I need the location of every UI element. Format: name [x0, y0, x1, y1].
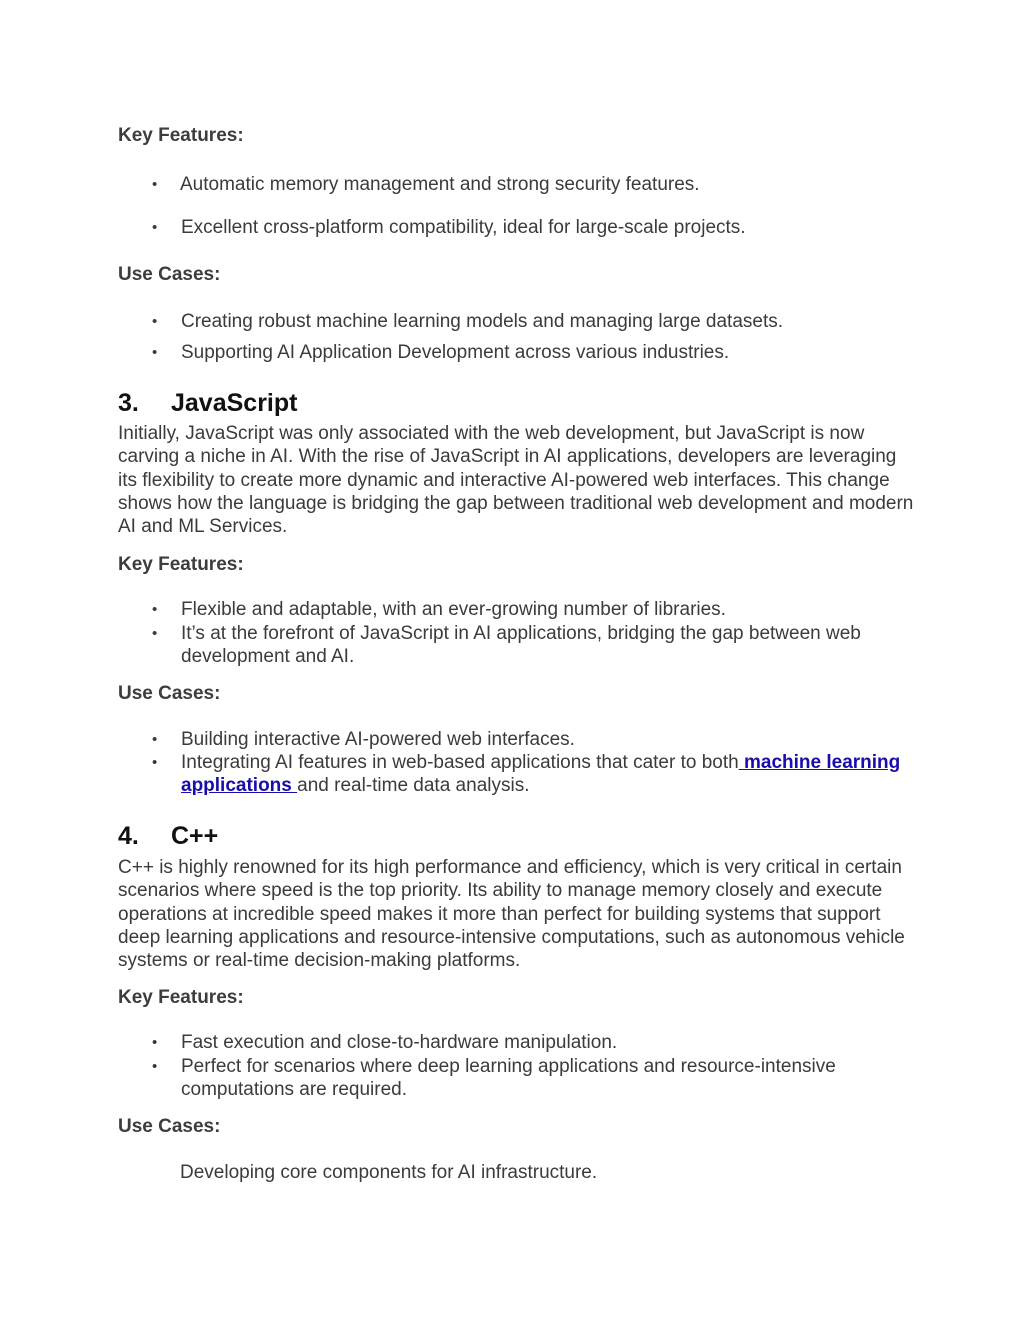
list-item	[152, 1055, 912, 1102]
bullet-icon: •	[152, 601, 158, 618]
list-item-text: Fast execution and close-to-hardware manipulation.	[181, 1032, 618, 1053]
list-item	[152, 341, 912, 364]
bullet-icon: •	[152, 1034, 158, 1051]
use-cases-label: Use Cases:	[118, 683, 221, 704]
list-item	[152, 622, 912, 669]
list-item-text: Flexible and adaptable, with an ever-growing number of libraries.	[181, 599, 726, 620]
key-features-label: Key Features:	[118, 125, 244, 146]
list-item-text: Perfect for scenarios where deep learning applications and resource-intensive computations are required.	[181, 1056, 836, 1101]
section-heading-cpp	[118, 821, 218, 851]
list-item-text-before-link: Integrating AI features in web-based applications that cater to both	[181, 752, 739, 773]
list-item-text: Building interactive AI-powered web interfaces.	[181, 729, 575, 750]
list-item-text: Supporting AI Application Development across various industries.	[181, 342, 730, 363]
section-intro-paragraph: C++ is highly renowned for its high performance and efficiency, which is very critical in certain scenarios where speed is the top priority. Its ability to manage memory closely and execute operations at incredible speed makes it more than perfect for building systems that support deep learning applications and resource-intensive computations, such as autonomous vehicle systems or real-time decision-making platforms.	[118, 857, 905, 972]
bullet-icon: •	[152, 1058, 158, 1075]
list-item-text: Automatic memory management and strong security features.	[180, 174, 700, 195]
list-item	[152, 1031, 912, 1054]
section-number: 3.	[118, 389, 139, 417]
key-features-label: Key Features:	[118, 987, 244, 1008]
section-title: JavaScript	[171, 389, 298, 417]
section-heading-javascript	[118, 388, 297, 418]
list-item-text	[181, 751, 912, 798]
list-item	[152, 751, 912, 798]
use-case-text: Developing core components for AI infrastructure.	[180, 1162, 598, 1183]
section-intro-paragraph: Initially, JavaScript was only associated with the web development, but JavaScript is now carving a niche in AI. With the rise of JavaScript in AI applications, developers are leveraging its flexibility to create more dynamic and interactive AI-powered web interfaces. This change shows how the language is bridging the gap between traditional web development and modern AI and ML Services.	[118, 423, 914, 538]
list-item	[152, 216, 912, 239]
bullet-icon: •	[152, 731, 158, 748]
bullet-icon: •	[152, 344, 158, 361]
section-title: C++	[171, 822, 219, 850]
list-item-text-after-link: and real-time data analysis.	[297, 775, 530, 797]
bullet-icon: •	[152, 219, 158, 236]
list-item	[152, 728, 912, 751]
list-item	[152, 310, 912, 333]
list-item-text: It’s at the forefront of JavaScript in AI applications, bridging the gap between web development and AI.	[181, 623, 861, 668]
list-item	[152, 173, 912, 196]
list-item-text: Excellent cross-platform compatibility, ideal for large-scale projects.	[181, 217, 746, 238]
bullet-icon: •	[152, 313, 158, 330]
machine-learning-applications-link[interactable]: machine learning applications	[181, 752, 901, 797]
bullet-icon: •	[152, 176, 158, 193]
bullet-icon: •	[152, 754, 158, 771]
section-number: 4.	[118, 822, 139, 850]
key-features-label: Key Features:	[118, 554, 244, 575]
use-cases-label: Use Cases:	[118, 264, 221, 285]
list-item-text: Creating robust machine learning models and managing large datasets.	[181, 311, 784, 332]
bullet-icon: •	[152, 625, 158, 642]
list-item	[152, 598, 912, 621]
use-cases-label: Use Cases:	[118, 1116, 221, 1137]
